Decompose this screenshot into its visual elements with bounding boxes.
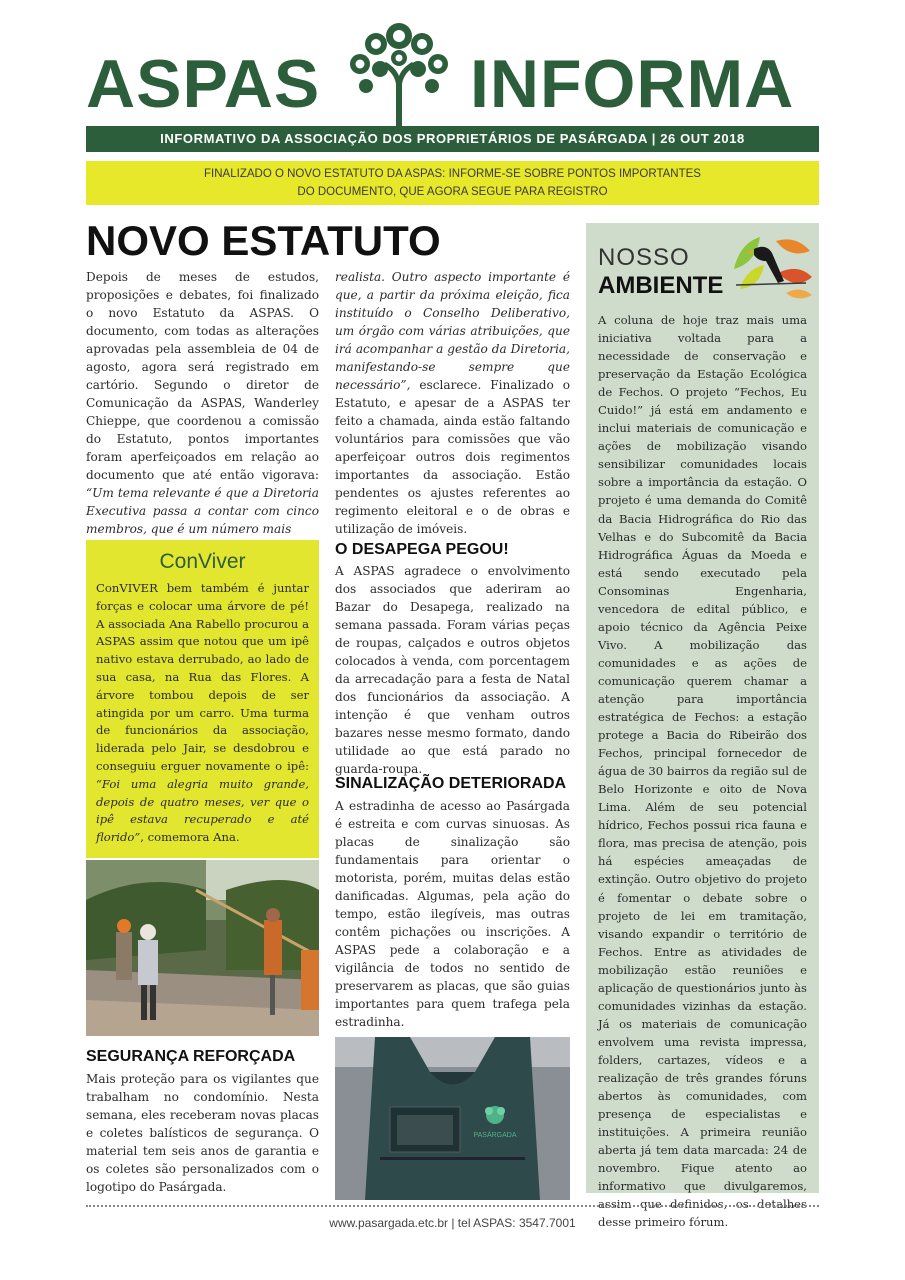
sinalizacao-text: A estradinha de acesso ao Pasárgada é estreita e com curvas sinuosas. As placas de sinalização são fundamentais para orientar o motorista, porém, muitas delas estão danificadas. Algumas, pela ação do tempo, estão ilegíveis, mas outras contêm pichações ou inscrições. A ASPAS pede a colaboração e a vigilância de todos no sentido de preservarem as placas, que são guias importantes para quem trafega pela estradinha. [335, 799, 570, 1029]
conviver-title: ConViver [159, 550, 246, 573]
conviver-text [96, 580, 309, 847]
tree-planting-photo [86, 860, 319, 1036]
conviver-text-end: , comemora Ana. [140, 830, 240, 845]
vest-photo [335, 1037, 570, 1200]
conviver-box [86, 540, 319, 858]
desapega-heading: O DESAPEGA PEGOU! [335, 541, 509, 558]
quote-text: “Um tema relevante é que a Diretoria Executiva passa a contar com cinco membros, que é um número mais [86, 486, 319, 536]
masthead-title-aspas: ASPAS [86, 46, 321, 122]
sinalizacao-heading: SINALIZAÇÃO DETERIORADA [335, 775, 567, 792]
nosso-ambiente-text: A coluna de hoje traz mais uma iniciativa voltada para a necessidade de conservação e preservação da Estação Ecológica de Fechos. O projeto “Fechos, Eu Cuido!” já está em andamento e inclui materiais de comunicação e ações de mobilização visando sensibilizar comunidades locais sobre a importância da estação. O projeto é uma demanda do Comitê da Bacia Hidrográfica do Rio das Velhas e do Subcomitê da Bacia Hidrográfica Águas da Moeda e está sendo executado pela Consominas Engenharia, vencedora de edital público, e apoio técnico da Agência Peixe Vivo. A mobilização das comunidades e as ações de comunicação querem chamar a atenção para importância estratégica de Fechos: a estação protege a Bacia do Ribeirão dos Fechos, principal fornecedor de água de 30 bairros da região sul de Belo Horizonte e oito de Nova Lima. Além de seu potencial hídrico, Fechos possui rica fauna e flora, mas precisa de atenção, pois há espécies ameaçadas de extinção. Outro objetivo do projeto é fomentar o debate sobre o projeto de lei em tramitação, visando expandir o território de Fechos. Entre as atividades de mobilização estão reuniões e aplicação de questionários junto às comunidades vizinhas da estação. Já os materiais de comunicação envolvem uma revista impressa, folders, cartazes, vídeos e a realização de três grandes fóruns abertos às comunidades, com presença de especialistas e instituições. A primeira reunião aberta já tem data marcada: 24 de novembro. Fique atento ao informativo que divulgaremos, assim que definidos, os detalhes desse primeiro fórum. [598, 313, 807, 1230]
article-column-1 [86, 268, 319, 538]
quote-text: realista. Outro aspecto importante é que, a partir da próxima eleição, fica instituído o Conselho Deliberativo, um órgão com várias atribuições, que irá acompanhar a gestão da Diretoria, manifestando-se sempre que necessário”, [335, 270, 570, 392]
tree-icon [336, 14, 462, 130]
seguranca-text: Mais proteção para os vigilantes que trabalham no condomínio. Nesta semana, eles receberam novas placas e coletes balísticos de segurança. O material tem seis anos de garantia e os coletes são personalizados com o logotipo do Pasárgada. [86, 1072, 319, 1194]
masthead-subtitle: INFORMATIVO DA ASSOCIAÇÃO DOS PROPRIETÁRIOS DE PASÁRGADA | 26 OUT 2018 [86, 126, 819, 152]
article-text: Depois de meses de estudos, proposições e debates, foi finalizado o novo Estatuto da ASPAS. O documento, com todas as alterações aprovadas pela assembleia de 04 de agosto, agora será registrado em cartório. Segundo o diretor de Comunicação da ASPAS, Wanderley Chieppe, que coordenou a comissão do Estatuto, pontos importantes foram aperfeiçoados em relação ao documento que até então vigorava: [86, 270, 319, 482]
masthead-title-informa: INFORMA [470, 46, 795, 122]
article-text: esclarece. Finalizado o Estatuto, e apesar de a ASPAS ter feito a chamada, ainda estão faltando voluntários para comissões que vão aperfeiçoar outros dois regimentos importantes da associação. Estão pendentes os ajustes referentes ao regimento eleitoral e o de obras e utilização de imóveis. [335, 378, 570, 536]
ambiente-label: AMBIENTE [598, 272, 724, 299]
conviver-text-plain: ConVIVER bem também é juntar forças e colocar uma árvore de pé! A associada Ana Rabello procurou a ASPAS assim que notou que um ipê nativo estava derrubado, ao lado de sua casa, na Rua das Flores. A árvore tombou depois de ser atingida por um carro. Uma turma de funcionários da associação, liderada pelo Jair, se desdobrou e conseguiu erguer novamente o ipê: [96, 581, 309, 773]
banner-line-1: FINALIZADO O NOVO ESTATUTO DA ASPAS: INFORME-SE SOBRE PONTOS IMPORTANTES [204, 168, 701, 180]
nosso-label: NOSSO [598, 244, 690, 271]
footer-contact: www.pasargada.etc.br | tel ASPAS: 3547.7001 [329, 1216, 576, 1230]
conviver-quote: “Foi uma alegria muito grande, depois de quatro meses, ver que o ipê estava recuperado e até florido” [96, 776, 309, 845]
bird-on-leaves-icon [726, 229, 814, 301]
seguranca-heading: SEGURANÇA REFORÇADA [86, 1048, 296, 1065]
banner-line-2: DO DOCUMENTO, QUE AGORA SEGUE PARA REGISTRO [297, 186, 608, 198]
article-title-novo-estatuto: NOVO ESTATUTO [86, 217, 441, 264]
desapega-text: A ASPAS agradece o envolvimento dos associados que aderiram ao Bazar do Desapega, realizado na semana passada. Foram várias peças de roupas, calçados e outros objetos colocados à venda, com porcentagem da arrecadação para a festa de Natal dos funcionários da associação. A intenção é que venham outros bazares nesse mesmo formato, dando utilidade ao que está parado no guarda-roupa. [335, 564, 570, 776]
article-column-2 [335, 268, 570, 538]
headline-banner [86, 161, 819, 205]
vest-logo-text: PASÁRGADA [473, 1132, 517, 1139]
footer-divider [86, 1205, 819, 1207]
nosso-ambiente-box [586, 223, 819, 1230]
